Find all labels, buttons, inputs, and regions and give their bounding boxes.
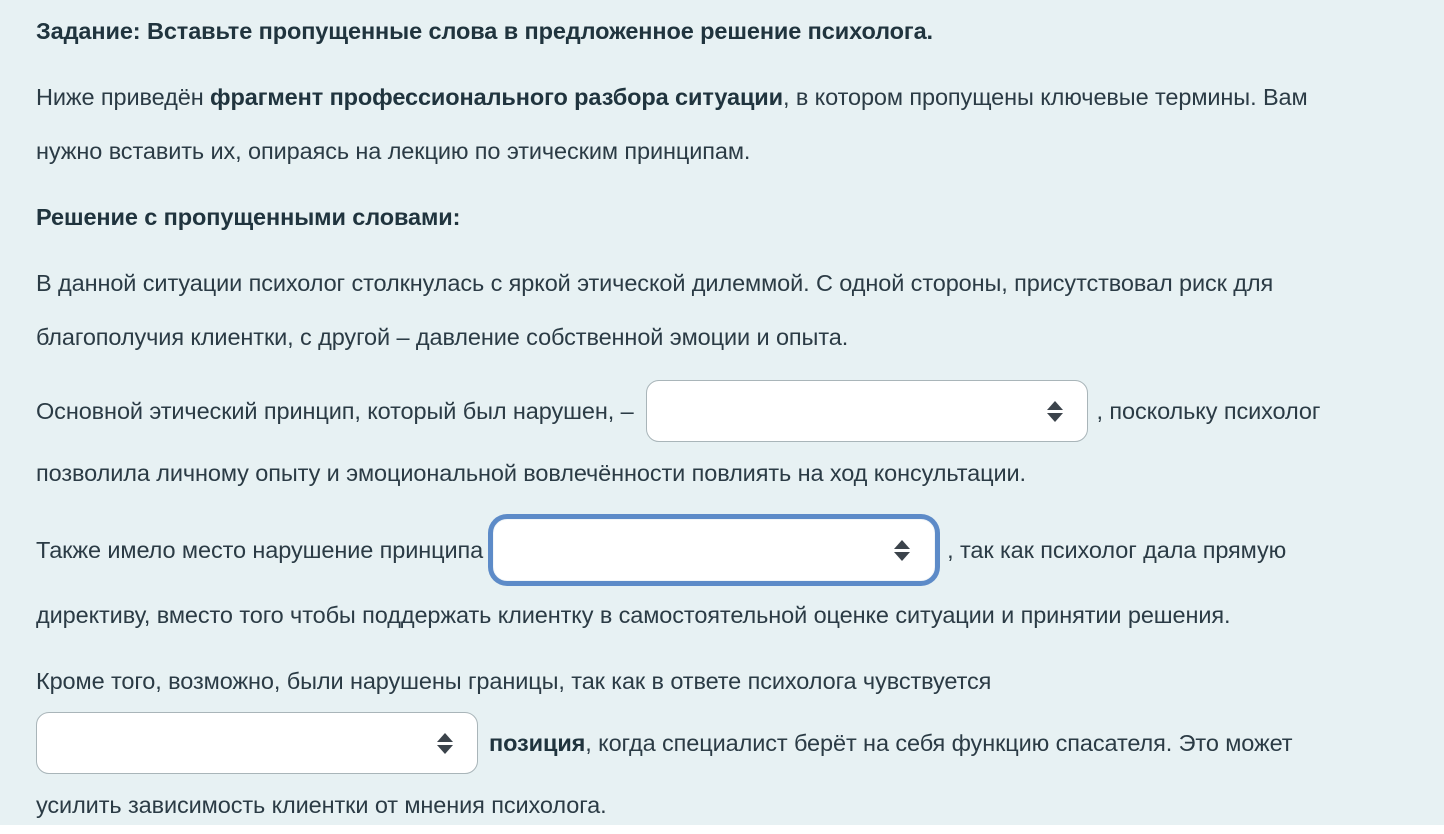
principle2-line-2: директиву, вместо того чтобы поддержать клиентку в самостоятельной оценке ситуации и принятии решения.: [36, 602, 1231, 628]
boundaries-text-bold: позиция: [489, 730, 586, 756]
select-arrows-icon: [1047, 401, 1063, 422]
principle1-line-1: [36, 376, 1404, 446]
blank-select-1[interactable]: [646, 380, 1088, 442]
blank-select-3[interactable]: [36, 712, 478, 774]
principle1-text-pre: Основной этический принцип, который был нарушен, –: [36, 398, 634, 424]
principle2-line-1: [36, 512, 1404, 588]
blank-select-2[interactable]: [493, 519, 935, 581]
dilemma-line-2: благополучия клиентки, с другой – давление собственной эмоции и опыта.: [36, 324, 849, 350]
boundaries-line-2: [36, 708, 1404, 778]
intro-line-2: нужно вставить их, опираясь на лекцию по этическим принципам.: [36, 138, 751, 164]
intro-line-1: [36, 70, 1404, 124]
dilemma-line-1: В данной ситуации психолог столкнулась с яркой этической дилеммой. С одной стороны, присутствовал риск для: [36, 270, 1274, 296]
bottom-white-strip: [0, 825, 1444, 834]
select-arrows-icon: [437, 733, 453, 754]
boundaries-paragraph: [36, 654, 1404, 832]
boundaries-line-1: Кроме того, возможно, были нарушены границы, так как в ответе психолога чувствуется: [36, 668, 992, 694]
principle1-line-2: позволила личному опыту и эмоциональной вовлечённости повлиять на ход консультации.: [36, 460, 1026, 486]
principle2-text-post: , так как психолог дала прямую: [947, 537, 1287, 563]
solution-heading: Решение с пропущенными словами:: [36, 204, 461, 230]
intro-paragraph: [36, 70, 1404, 178]
dilemma-paragraph: [36, 256, 1404, 364]
principle2-text-pre: Также имело место нарушение принципа: [36, 537, 484, 563]
principle1-paragraph: [36, 376, 1404, 500]
principle1-text-post: , поскольку психолог: [1096, 398, 1321, 424]
task-title: Задание: Вставьте пропущенные слова в предложенное решение психолога.: [36, 18, 933, 44]
intro-text-post: , в котором пропущены ключевые термины. Вам: [783, 84, 1308, 110]
boundaries-text-post: , когда специалист берёт на себя функцию спасателя. Это может: [585, 730, 1293, 756]
boundaries-line-3: усилить зависимость клиентки от мнения психолога.: [36, 792, 607, 818]
select-arrows-icon: [894, 540, 910, 561]
intro-text-pre: Ниже приведён: [36, 84, 211, 110]
principle2-paragraph: [36, 512, 1404, 642]
intro-text-bold: фрагмент профессионального разбора ситуации: [210, 84, 783, 110]
